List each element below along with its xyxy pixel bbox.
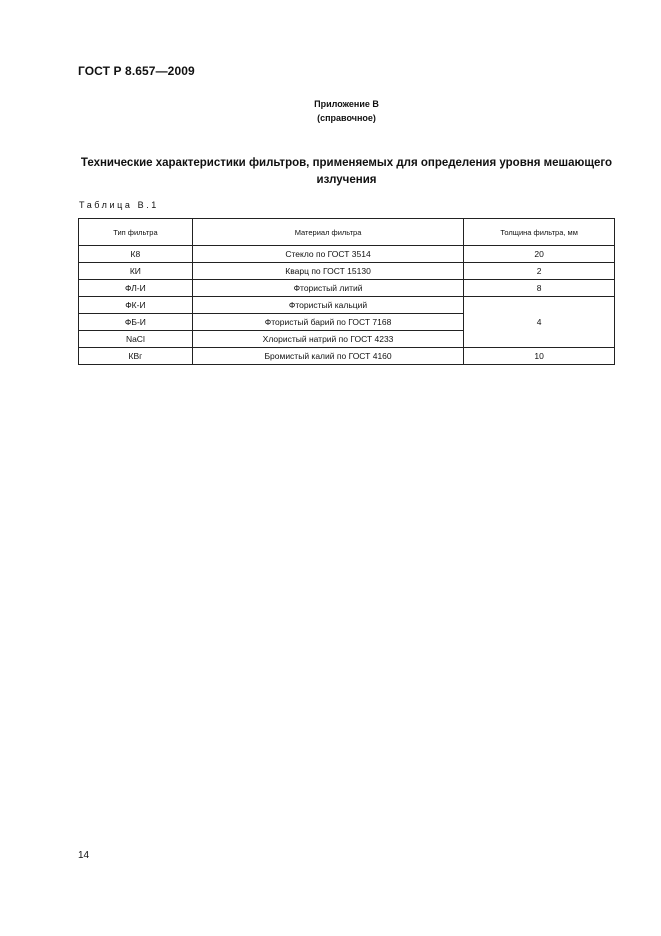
cell-material: Фтористый литий [192, 280, 463, 297]
cell-thickness: 20 [464, 246, 615, 263]
table-row [79, 263, 615, 280]
cell-type: ФБ-И [79, 314, 193, 331]
table-row [79, 348, 615, 365]
appendix-subtitle: (справочное) [317, 113, 376, 123]
page-number: 14 [78, 850, 90, 861]
cell-thickness: 8 [464, 280, 615, 297]
filter-specs-table [78, 218, 615, 365]
section-title: Технические характеристики фильтров, применяемых для определения уровня мешающего излучения [80, 157, 613, 186]
cell-material: Кварц по ГОСТ 15130 [192, 263, 463, 280]
column-header-material: Материал фильтра [192, 219, 463, 246]
cell-type: NaCl [79, 331, 193, 348]
appendix-heading [0, 97, 661, 125]
column-header-thickness: Толщина фильтра, мм [464, 219, 615, 246]
cell-type: КИ [79, 263, 193, 280]
table-row [79, 297, 615, 314]
cell-material: Хлористый натрий по ГОСТ 4233 [192, 331, 463, 348]
cell-type: К8 [79, 246, 193, 263]
cell-thickness: 10 [464, 348, 615, 365]
table-label: Таблица В.1 [79, 200, 159, 210]
cell-material: Фтористый кальций [192, 297, 463, 314]
cell-thickness-merged: 4 [464, 297, 615, 348]
column-header-type: Тип фильтра [79, 219, 193, 246]
table-row [79, 280, 615, 297]
cell-material: Фтористый барий по ГОСТ 7168 [192, 314, 463, 331]
cell-thickness: 2 [464, 263, 615, 280]
cell-type: ФК-И [79, 297, 193, 314]
table-row [79, 246, 615, 263]
cell-material: Бромистый калий по ГОСТ 4160 [192, 348, 463, 365]
cell-type: ФЛ-И [79, 280, 193, 297]
table-header-row [79, 219, 615, 246]
cell-type: КВг [79, 348, 193, 365]
document-code: ГОСТ Р 8.657—2009 [78, 64, 195, 78]
cell-material: Стекло по ГОСТ 3514 [192, 246, 463, 263]
appendix-title: Приложение В [314, 99, 379, 109]
